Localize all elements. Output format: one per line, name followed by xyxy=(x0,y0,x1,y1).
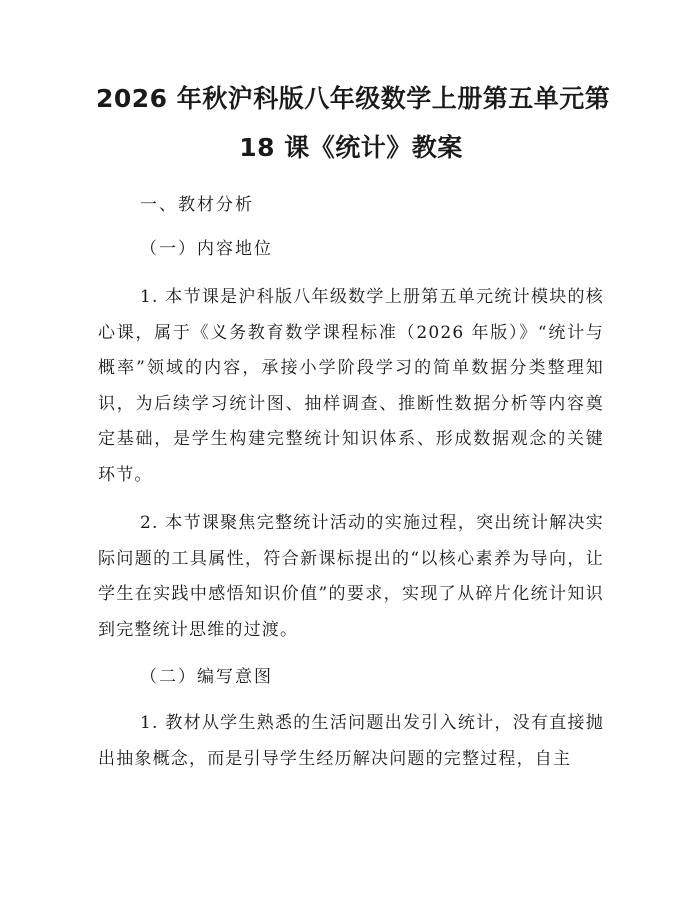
paragraph-content-position-2: 2. 本节课聚焦完整统计活动的实施过程，突出统计解决实际问题的工具属性，符合新课标提出的“以核心素养为导向，让学生在实践中感悟知识价值”的要求，实现了从碎片化统计知识到完整统计思维的过渡。 xyxy=(98,513,604,640)
subsection-heading-writing-intent: （二）编写意图 xyxy=(140,667,273,687)
subsection-heading-content-position: （一）内容地位 xyxy=(140,239,273,259)
paragraph-content-position-1: 1. 本节课是沪科版八年级数学上册第五单元统计模块的核心课，属于《义务教育数学课程标准（2026 年版）》“统计与概率”领域的内容，承接小学阶段学习的简单数据分类整理知识，为后续学习统计图、抽样调查、推断性数据分析等内容奠定基础，是学生构建完整统计知识体系、形成数据观念的关键环节。 xyxy=(98,287,604,485)
paragraph-writing-intent-1: 1. 教材从学生熟悉的生活问题出发引入统计，没有直接抛出抽象概念，而是引导学生经历解决问题的完整过程，自主 xyxy=(98,713,604,769)
document-title-line-2: 18 课《统计》教案 xyxy=(239,133,463,162)
section-heading-textbook-analysis: 一、教材分析 xyxy=(140,195,254,215)
document-title-line-1: 2026 年秋沪科版八年级数学上册第五单元第 xyxy=(96,84,611,113)
